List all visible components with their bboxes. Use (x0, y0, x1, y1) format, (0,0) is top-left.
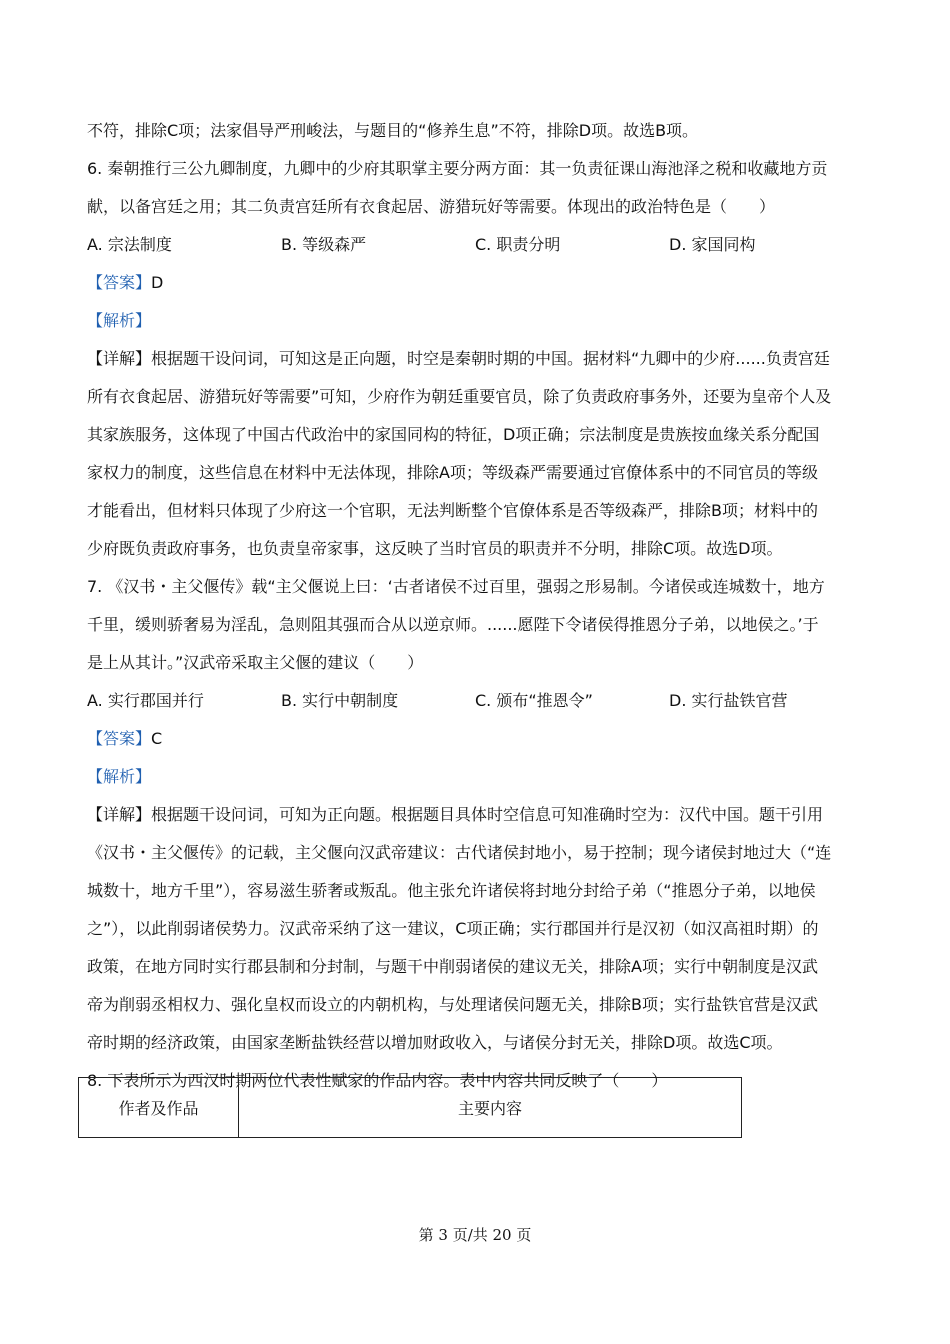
text-line: 不符，排除C项；法家倡导严刑峻法，与题目的“修养生息”不符，排除D项。故选B项。 (87, 121, 699, 140)
answer-value: C (151, 729, 163, 748)
question-8-line: 8. 下表所示为西汉时期两位代表性赋家的作品内容。表中内容共同反映了（ ） (87, 1071, 668, 1090)
works-table (78, 1077, 742, 1138)
table-header-author: 作者及作品 (79, 1078, 239, 1138)
table-header-row (79, 1078, 742, 1138)
option-d: D. 实行盐铁官营 (669, 691, 788, 710)
question-7-line-1: 7. 《汉书・主父偃传》载“主父偃说上曰：‘古者诸侯不过百里，强弱之形易制。今诸侯或连城数十，地方 (87, 577, 825, 596)
page-content (87, 112, 863, 1100)
detail-text: 根据题干设问词，可知为正向题。根据题目具体时空信息可知准确时空为：汉代中国。题干引用 (151, 805, 824, 824)
option-b: B. 等级森严 (281, 235, 367, 254)
detail-line (87, 340, 863, 378)
detail-line: 《汉书・主父偃传》的记载，主父偃向汉武帝建议：古代诸侯封地小，易于控制；现今诸侯封地过大（“连 (87, 843, 832, 862)
detail-tag: 【详解】 (87, 349, 152, 368)
question-7-line-3: 是上从其计。”汉武帝采取主父偃的建议（ ） (87, 653, 424, 672)
detail-line: 帝时期的经济政策，由国家垄断盐铁经营以增加财政收入，与诸侯分封无关，排除D项。故选C项。 (87, 1033, 783, 1052)
option-c: C. 职责分明 (475, 235, 561, 254)
question-7-line-2: 千里，缓则骄奢易为淫乱，急则阻其强而合从以逆京师。......愿陛下令诸侯得推恩分子弟，以地侯之。’于 (87, 615, 819, 634)
answer-value: D (151, 273, 164, 292)
option-c: C. 颁布“推恩令” (475, 691, 593, 710)
detail-tag: 【详解】 (87, 805, 152, 824)
detail-line: 城数十，地方千里”），容易滋生骄奢或叛乱。他主张允许诸侯将封地分封给子弟（“推恩分子弟，以地侯 (87, 881, 816, 900)
detail-line: 政策，在地方同时实行郡县制和分封制，与题干中削弱诸侯的建议无关，排除A项；实行中朝制度是汉武 (87, 957, 818, 976)
question-6-line-2: 献，以备宫廷之用；其二负责宫廷所有衣食起居、游猎玩好等需要。体现出的政治特色是（ ） (87, 197, 776, 216)
analysis-tag: 【解析】 (87, 311, 152, 330)
answer-tag: 【答案】 (87, 273, 152, 292)
detail-line: 帝为削弱丞相权力、强化皇权而设立的内朝机构，与处理诸侯问题无关，排除B项；实行盐铁官营是汉武 (87, 995, 818, 1014)
detail-line (87, 796, 863, 834)
detail-line: 少府既负责政府事务，也负责皇帝家事，这反映了当时官员的职责并不分明，排除C项。故选D项。 (87, 539, 783, 558)
detail-line: 才能看出，但材料只体现了少府这一个官职，无法判断整个官僚体系是否等级森严，排除B项；材料中的 (87, 501, 818, 520)
option-a: A. 实行郡国并行 (87, 691, 204, 710)
answer-line (87, 264, 863, 302)
detail-line: 其家族服务，这体现了中国古代政治中的家国同构的特征，D项正确；宗法制度是贵族按血缘关系分配国 (87, 425, 820, 444)
option-d: D. 家国同构 (669, 235, 756, 254)
answer-line (87, 720, 863, 758)
answer-tag: 【答案】 (87, 729, 152, 748)
detail-text: 根据题干设问词，可知这是正向题，时空是秦朝时期的中国。据材料“九卿中的少府......负责宫廷 (151, 349, 830, 368)
option-a: A. 宗法制度 (87, 235, 172, 254)
page-footer: 第 3 页/共 20 页 (418, 1226, 532, 1244)
table-header-content: 主要内容 (239, 1078, 742, 1138)
question-7-options (87, 682, 863, 720)
question-6-options (87, 226, 863, 264)
question-6-line-1: 6. 秦朝推行三公九卿制度，九卿中的少府其职掌主要分两方面：其一负责征课山海池泽之税和收藏地方贡 (87, 159, 828, 178)
detail-line: 所有衣食起居、游猎玩好等需要”可知，少府作为朝廷重要官员，除了负责政府事务外，还要为皇帝个人及 (87, 387, 832, 406)
analysis-tag: 【解析】 (87, 767, 152, 786)
detail-line: 之”），以此削弱诸侯势力。汉武帝采纳了这一建议，C项正确；实行郡国并行是汉初（如汉高祖时期）的 (87, 919, 819, 938)
option-b: B. 实行中朝制度 (281, 691, 399, 710)
detail-line: 家权力的制度，这些信息在材料中无法体现，排除A项；等级森严需要通过官僚体系中的不同官员的等级 (87, 463, 818, 482)
